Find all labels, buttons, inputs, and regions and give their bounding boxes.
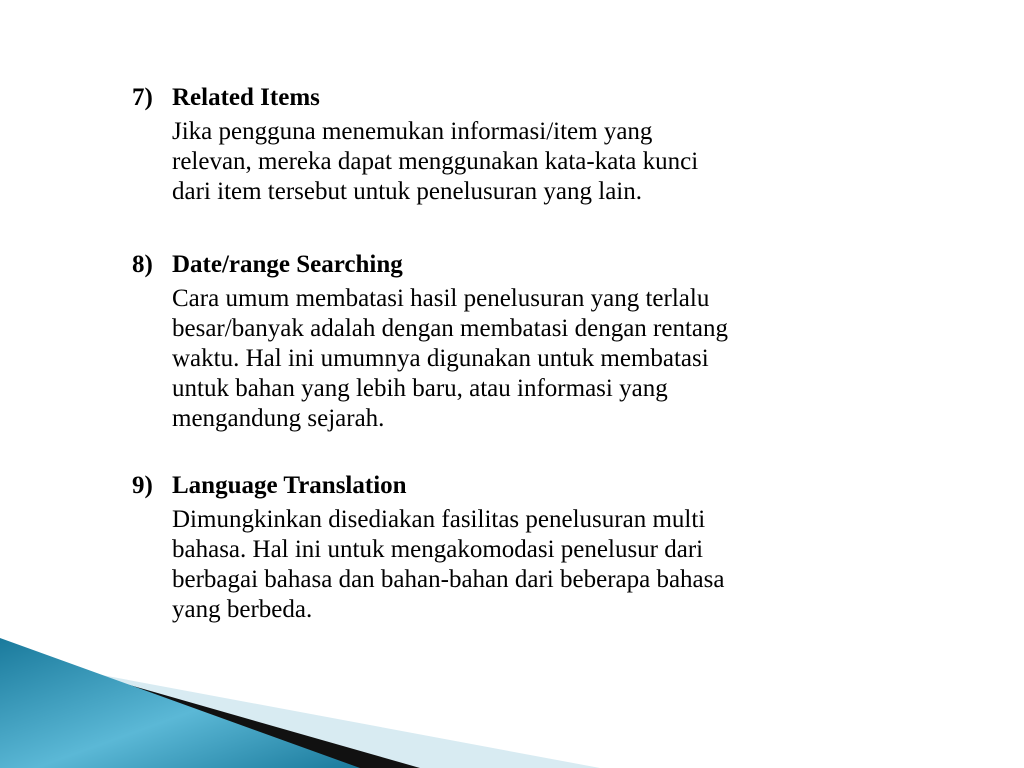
description-line: besar/banyak adalah dengan membatasi dengan rentang (172, 315, 729, 342)
description-line: yang berbeda. (172, 596, 313, 623)
item-number: 9) (132, 472, 153, 499)
list-item-date-range-searching (132, 250, 892, 434)
description-line: Jika pengguna menemukan informasi/item yang (172, 118, 653, 145)
description-line: Dimungkinkan disediakan fasilitas penelusuran multi (172, 506, 706, 533)
description-line: waktu. Hal ini umumnya digunakan untuk membatasi (172, 345, 709, 372)
decorative-corner-graphic (0, 638, 600, 768)
item-heading (132, 471, 892, 501)
item-number: 8) (132, 251, 153, 278)
item-description (172, 284, 892, 434)
item-title: Language Translation (172, 472, 407, 499)
item-description (172, 117, 892, 207)
item-heading (132, 250, 892, 280)
description-line: berbagai bahasa dan bahan-bahan dari beberapa bahasa (172, 566, 725, 593)
item-number: 7) (132, 84, 153, 111)
item-description (172, 505, 892, 625)
item-title: Related Items (172, 84, 320, 111)
description-line: bahasa. Hal ini untuk mengakomodasi penelusur dari (172, 536, 704, 563)
list-item-related-items (132, 83, 892, 207)
description-line: Cara umum membatasi hasil penelusuran yang terlalu (172, 285, 710, 312)
description-line: mengandung sejarah. (172, 405, 385, 432)
description-line: untuk bahan yang lebih baru, atau informasi yang (172, 375, 668, 402)
item-title: Date/range Searching (172, 251, 403, 278)
description-line: relevan, mereka dapat menggunakan kata-kata kunci (172, 148, 699, 175)
decorative-blue-wedge (0, 638, 360, 768)
list-item-language-translation (132, 471, 892, 625)
item-heading (132, 83, 892, 113)
description-line: dari item tersebut untuk penelusuran yang lain. (172, 178, 643, 205)
